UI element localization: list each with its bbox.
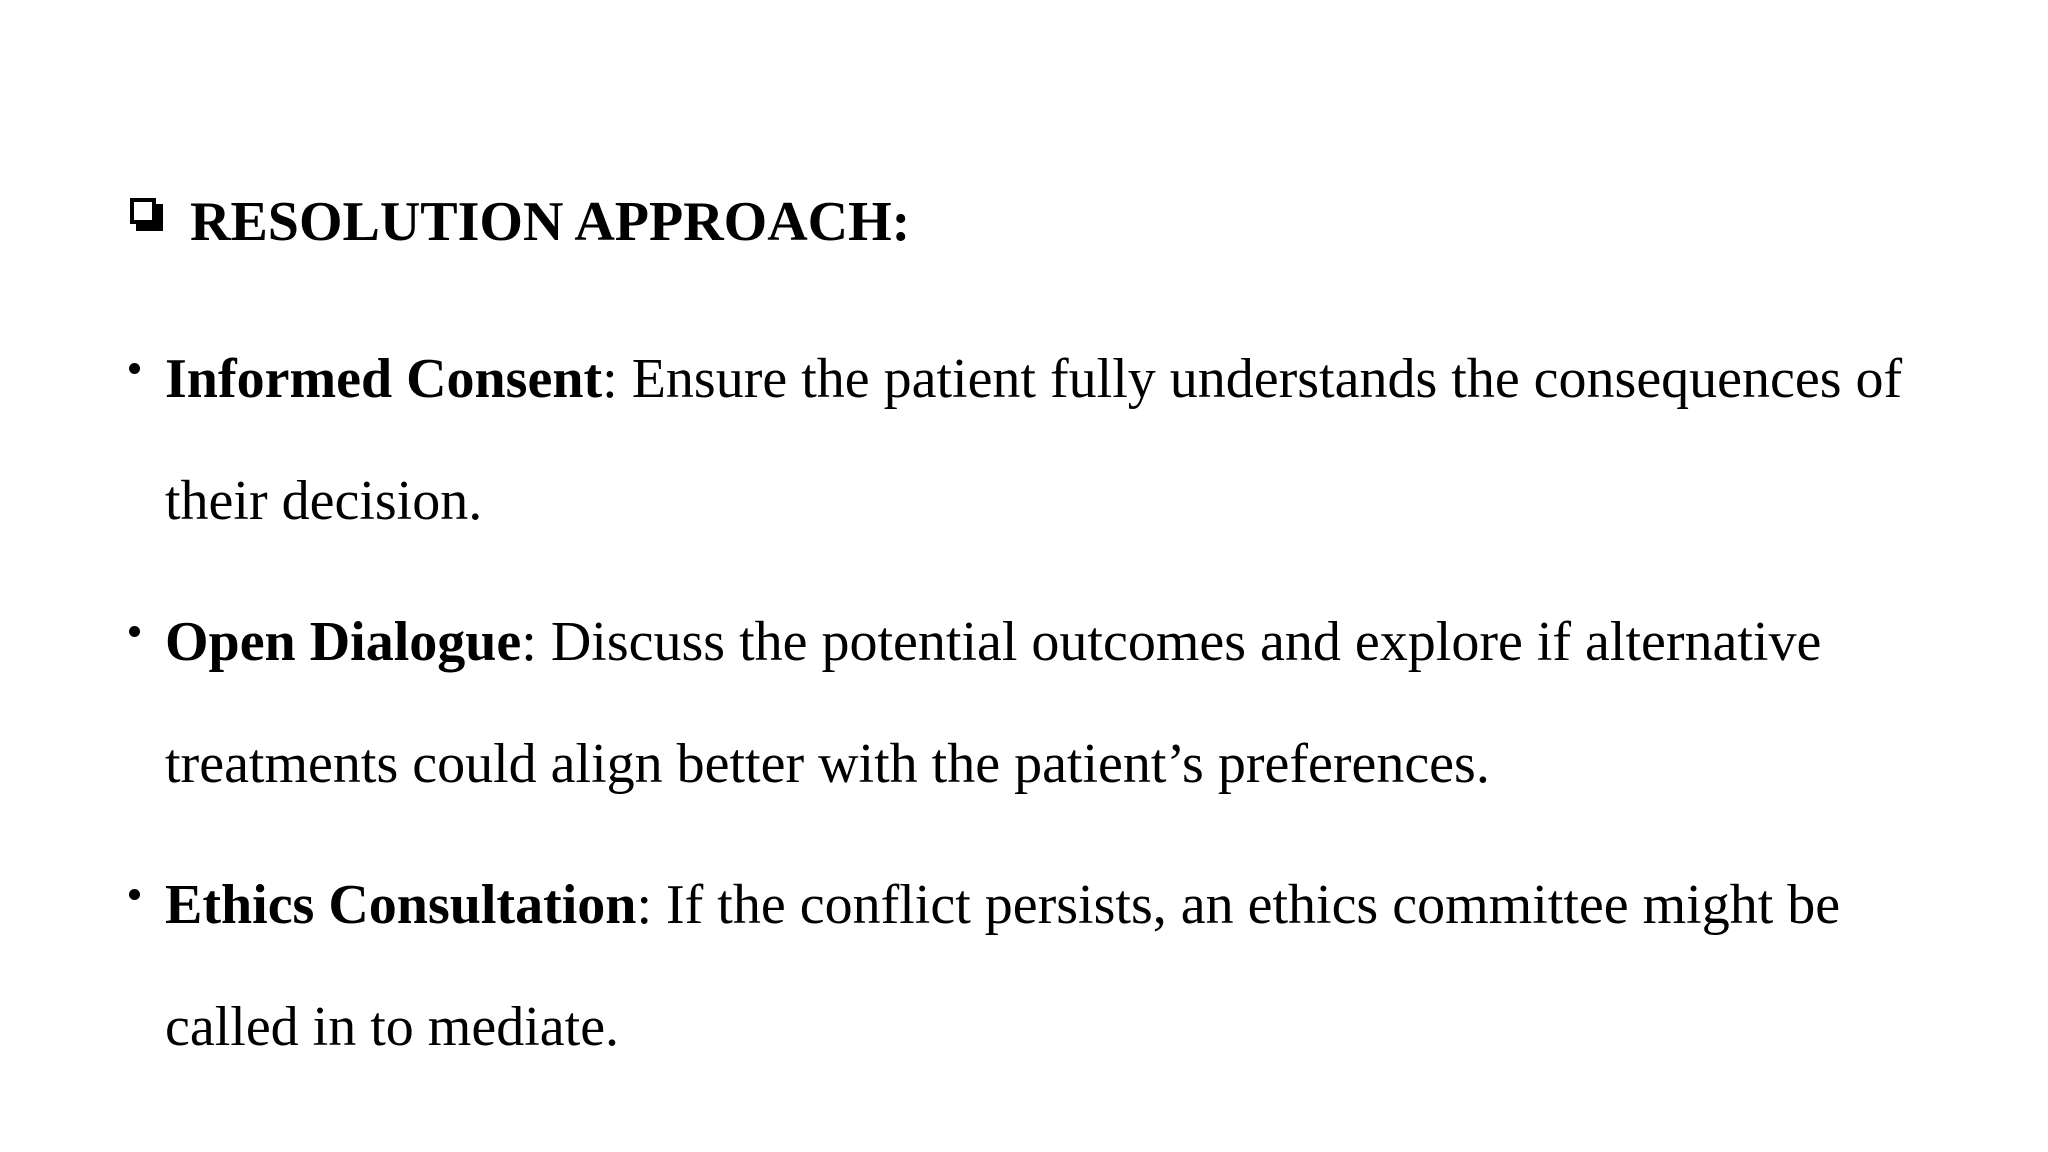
bullet-term: Ethics Consultation — [165, 874, 637, 936]
bullet-list — [125, 318, 1925, 1107]
bullet-text: If the conflict persists, an ethics committee might be called in to mediate. — [165, 874, 1841, 1058]
bullet-text: Ensure the patient fully understands the consequences of their decision. — [165, 348, 1903, 532]
bullet-separator: : — [521, 611, 537, 673]
bullet-dot-icon — [129, 363, 140, 374]
bullet-dot-icon — [129, 626, 140, 637]
bullet-item-ethics-consultation — [125, 844, 1925, 1088]
checkbox-bullet-icon — [130, 198, 164, 232]
bullet-separator: : — [636, 874, 652, 936]
bullet-separator: : — [602, 348, 618, 410]
bullet-item-informed-consent — [125, 318, 1925, 562]
bullet-term: Open Dialogue — [165, 611, 522, 673]
bullet-item-open-dialogue — [125, 581, 1925, 825]
bullet-dot-icon — [129, 889, 140, 900]
bullet-text: Discuss the potential outcomes and explore if alternative treatments could align better with the patient’s preferences. — [165, 611, 1822, 795]
heading-title: RESOLUTION APPROACH: — [190, 191, 911, 253]
slide-heading — [130, 182, 910, 262]
bullet-term: Informed Consent — [165, 348, 603, 410]
